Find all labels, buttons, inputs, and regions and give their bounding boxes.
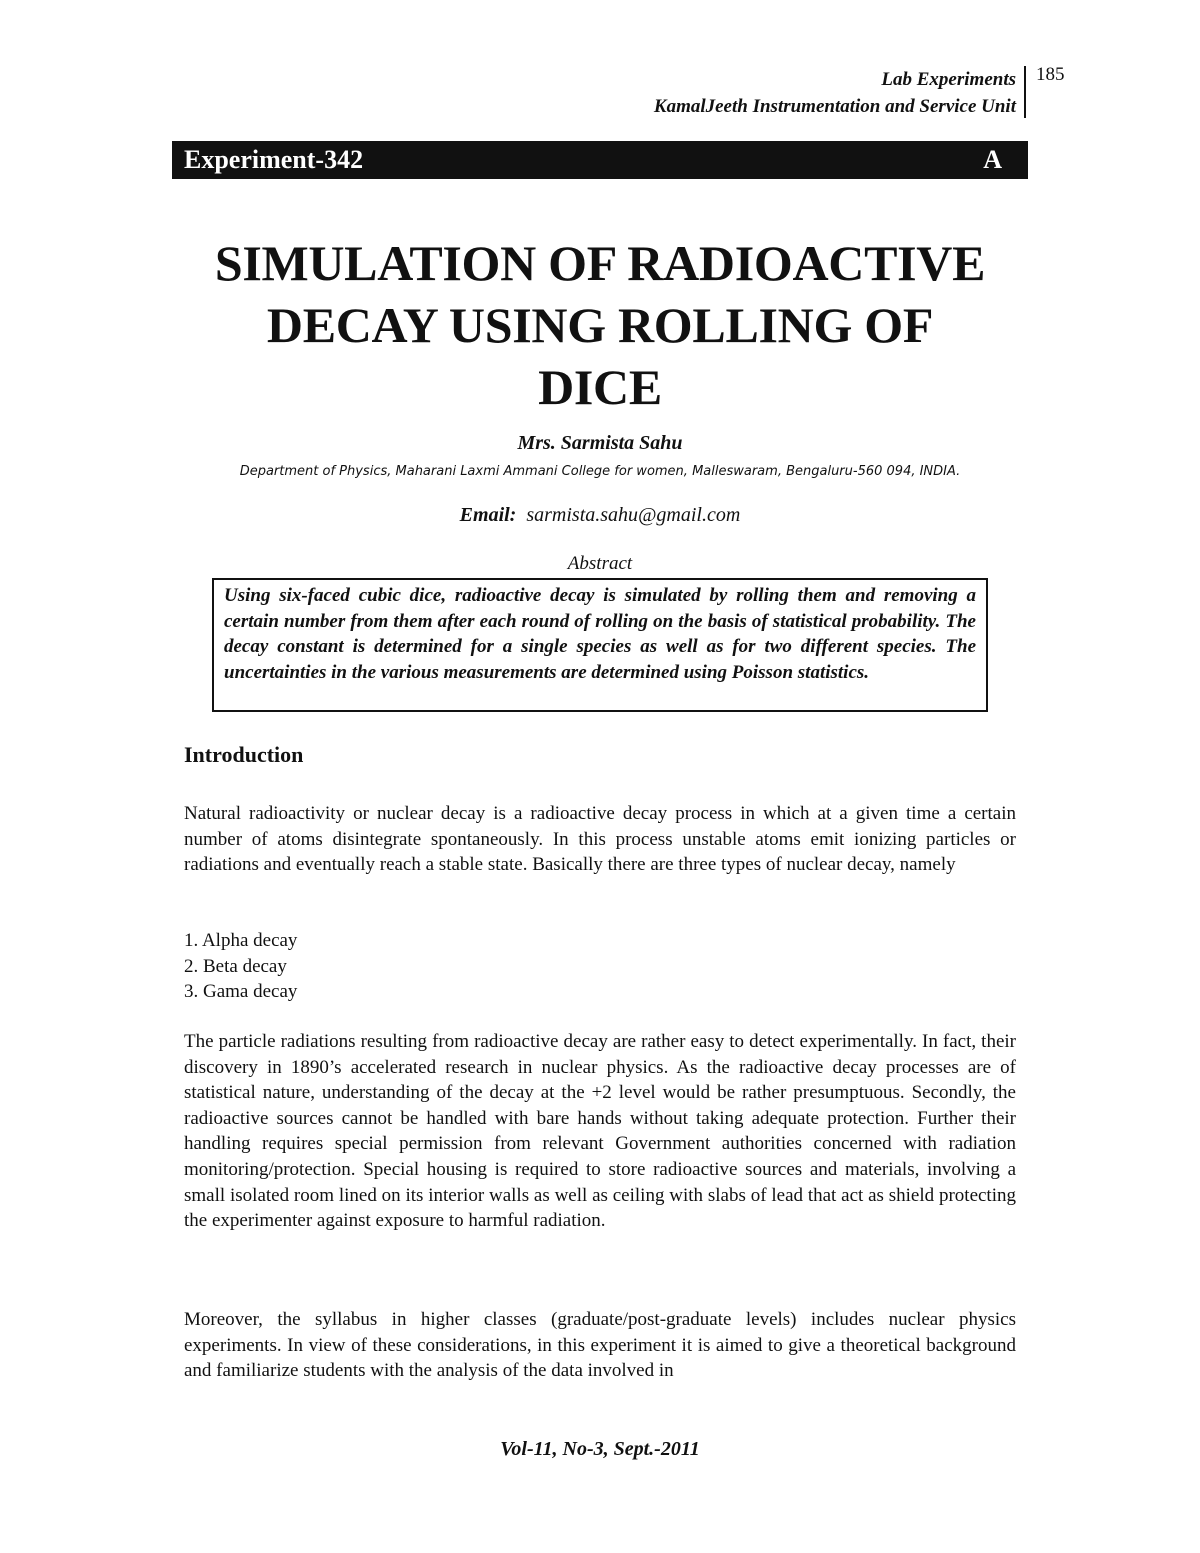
email-address[interactable]: sarmista.sahu@gmail.com xyxy=(526,504,741,526)
title-line-2: DECAY USING ROLLING OF xyxy=(266,297,934,353)
introduction-paragraph-3: Moreover, the syllabus in higher classes (graduate/post-graduate levels) includes nuclear physics experiments. In view of these considerations, in this experiment it is aimed to give a theoretical background and familiarize students with the analysis of the data involved in xyxy=(184,1309,1016,1382)
introduction-heading: Introduction xyxy=(184,742,304,767)
list-item: 2. Beta decay xyxy=(184,955,287,977)
introduction-paragraph-2: The particle radiations resulting from radioactive decay are rather easy to detect experimentally. In fact, their discovery in 1890’s accelerated research in nuclear physics. As the radioactive decay processes are of statistical nature, understanding of the decay at the +2 level would be rather presumptuous. Secondly, the radioactive sources cannot be handled with bare hands without taking adequate protection. Further their handling requires special permission from relevant Government authorities concerned with radiation monitoring/protection. Special housing is required to store radioactive sources and materials, involving a small isolated room lined on its interior walls as well as ceiling with slabs of lead that act as shield protecting the experimenter against exposure to harmful radiation. xyxy=(184,1031,1016,1232)
email-label: Email: xyxy=(459,504,517,526)
author-name: Mrs. Sarmista Sahu xyxy=(517,432,683,454)
title-line-1: SIMULATION OF RADIOACTIVE xyxy=(214,235,986,291)
running-head-line2: KamalJeeth Instrumentation and Service Unit xyxy=(653,96,1016,117)
author-email xyxy=(0,504,1200,527)
running-head xyxy=(654,66,1016,120)
author-affiliation: Department of Physics, Maharani Laxmi Ammani College for women, Malleswaram, Bengaluru-560 094, INDIA. xyxy=(239,464,961,479)
experiment-bar xyxy=(172,141,1028,179)
list-item: 1. Alpha decay xyxy=(184,930,298,951)
experiment-letter: A xyxy=(983,145,1002,174)
running-head-line1: Lab Experiments xyxy=(881,69,1016,90)
list-item: 3. Gama decay xyxy=(184,981,298,1003)
introduction-paragraph-1: Natural radioactivity or nuclear decay is a radioactive decay process in which at a given time a certain number of atoms disintegrate spontaneously. In this process unstable atoms emit ionizing particles or radiations and eventually reach a stable state. Basically there are three types of nuclear decay, namely xyxy=(184,803,1016,876)
title-line-3: DICE xyxy=(538,359,662,415)
page-number: 185 xyxy=(1036,64,1065,85)
running-head-rule xyxy=(1024,66,1026,118)
page-footer: Vol-11, No-3, Sept.-2011 xyxy=(500,1438,700,1460)
paper-title xyxy=(150,232,1050,418)
abstract-heading: Abstract xyxy=(567,553,633,574)
abstract-box: Using six-faced cubic dice, radioactive decay is simulated by rolling them and removing a certain number from them after each round of rolling on the basis of statistical probability. The decay constant is determined for a single species as well as for two different species. The uncertainties in the various measurements are determined using Poisson statistics. xyxy=(212,578,988,712)
experiment-label: Experiment-342 xyxy=(184,145,364,174)
decay-types-list xyxy=(184,928,297,1005)
